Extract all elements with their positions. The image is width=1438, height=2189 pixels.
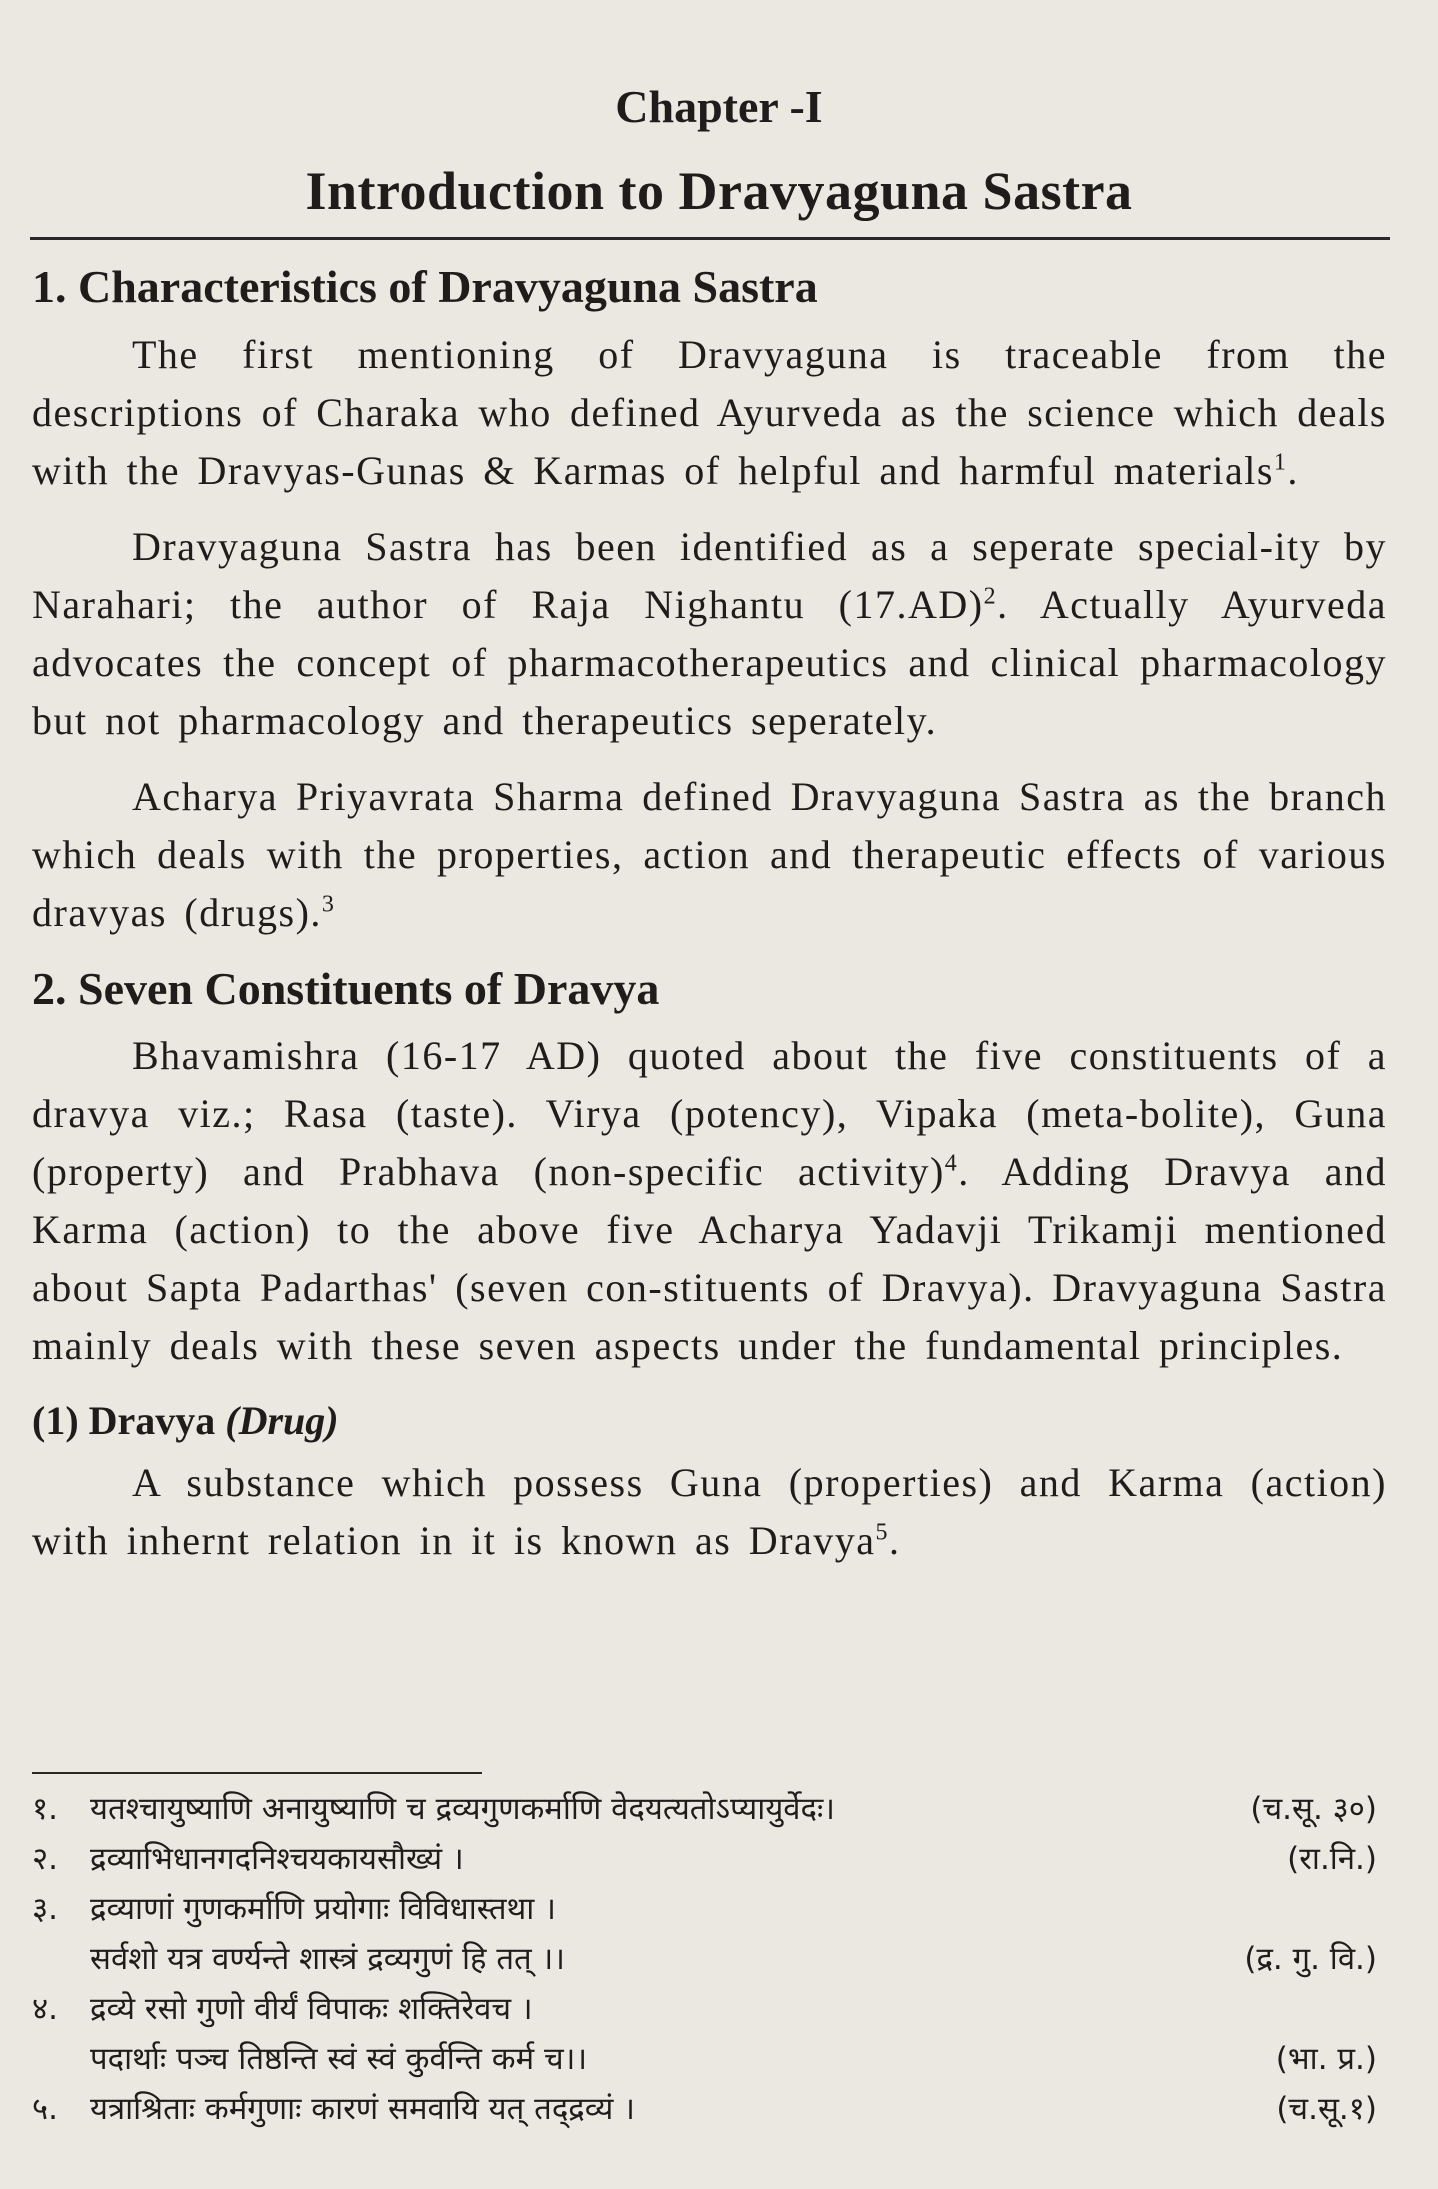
footnote-3-continued [32, 1934, 1387, 1984]
footnote-5 [32, 2084, 1387, 2134]
chapter-title: Introduction to Dravyaguna Sastra [305, 161, 1133, 221]
chapter-label: Chapter -I [615, 81, 823, 132]
footnote-2 [32, 1834, 1387, 1884]
footnote-source: (च.सू.१) [1276, 2091, 1377, 2127]
footnote-3 [32, 1884, 1387, 1934]
footnote-number: १. [32, 1791, 58, 1827]
section-2-heading: 2. Seven Constituents of Dravya [32, 962, 660, 1014]
footnote-text: पदार्थाः पञ्च तिष्ठन्ति स्वं स्वं कुर्वन्ति कर्म च।। [90, 2041, 588, 2077]
subsection-label: (1) Dravya [32, 1398, 216, 1443]
subsection-dravya-heading [32, 1397, 1387, 1444]
subsection-label-italic: (Drug) [225, 1398, 339, 1443]
section-1-paragraph-2 [32, 518, 1387, 750]
footnote-4 [32, 1984, 1387, 2034]
footnote-ref: 4 [944, 1150, 959, 1177]
footnote-number: ४. [32, 1991, 58, 2027]
paragraph-text: The first mentioning of Dravyaguna is traceable from the descriptions of Charaka who defined Ayurveda as the science which deals with the Dravyas-Gunas & Karmas of helpful and harmful materials [32, 331, 1387, 493]
paragraph-text: Bhavamishra (16-17 AD) quoted about the five constituents of a dravya viz.; Rasa (taste). Virya (potency), Vipaka (meta-bolite), Guna (property) and Prabhava (non-specific activity) [32, 1033, 1387, 1194]
footnote-number: २. [32, 1841, 58, 1877]
paragraph-text: Acharya Priyavrata Sharma defined Dravyaguna Sastra as the branch which deals with the properties, action and therapeutic effects of various dravyas (drugs). [32, 773, 1387, 935]
footnote-4-continued [32, 2034, 1387, 2084]
section-1-paragraph-3 [32, 768, 1387, 942]
footnote-text: द्रव्ये रसो गुणो वीर्यं विपाकः शक्तिरेवच । [90, 1991, 533, 2027]
footnote-source: (भा. प्र.) [1275, 2041, 1377, 2077]
footnote-text: यतश्चायुष्याणि अनायुष्याणि च द्रव्यगुणकर्माणि वेदयत्यतोऽप्यायुर्वेदः। [90, 1791, 836, 1827]
subsection-dravya-paragraph [32, 1454, 1387, 1570]
footnote-text: यत्राश्रिताः कर्मगुणाः कारणं समवायि यत् तद्द्रव्यं । [90, 2091, 635, 2127]
footnote-text: सर्वशो यत्र वर्ण्यन्ते शास्त्रं द्रव्यगुणं हि तत् ।। [90, 1941, 566, 1977]
section-1-heading: 1. Characteristics of Dravyaguna Sastra [32, 261, 818, 312]
footnote-1 [32, 1784, 1387, 1834]
section-2-paragraph-1 [32, 1027, 1387, 1375]
paragraph-text: Dravyaguna Sastra has been identified as a seperate special-ity by Narahari; the author of Raja Nighantu (17.AD) [32, 523, 1387, 627]
footnote-ref: 1 [1273, 449, 1288, 476]
footnote-ref: 2 [983, 583, 998, 610]
paragraph-end: . [889, 1518, 901, 1563]
section-1-paragraph-1 [32, 326, 1387, 500]
title-divider [30, 237, 1390, 240]
footnote-source: (द्र. गु. वि.) [1244, 1941, 1377, 1977]
footnote-ref: 3 [321, 891, 336, 918]
paragraph-text: . Actually Ayurveda advocates the concept of pharmacotherapeutics and clinical pharmacology but not pharmacology and therapeutics seperately. [32, 581, 1387, 743]
footnote-source: (च.सू. ३०) [1250, 1791, 1377, 1827]
footnote-divider [32, 1772, 482, 1774]
paragraph-end: . [1287, 447, 1299, 493]
footnote-number: ३. [32, 1891, 58, 1927]
paragraph-text: A substance which possess Guna (properties) and Karma (action) with inhernt relation in it is known as Dravya [32, 1460, 1387, 1563]
body-text [32, 252, 1387, 1588]
footnotes [32, 1784, 1387, 2134]
footnote-ref: 5 [875, 1519, 890, 1546]
paragraph-text: . Adding Dravya and Karma (action) to the above five Acharya Yadavji Trikamji mentioned about Sapta Padarthas' (seven con-stituents of Dravya). Dravyaguna Sastra mainly deals with these seven aspects under the fundamental principles. [32, 1149, 1388, 1368]
footnote-text: द्रव्याभिधानगदनिश्चयकायसौख्यं । [90, 1841, 464, 1877]
footnote-source: (रा.नि.) [1287, 1841, 1377, 1877]
footnote-number: ५. [32, 2091, 58, 2127]
footnote-text: द्रव्याणां गुणकर्माणि प्रयोगाः विविधास्तथा । [90, 1891, 556, 1927]
